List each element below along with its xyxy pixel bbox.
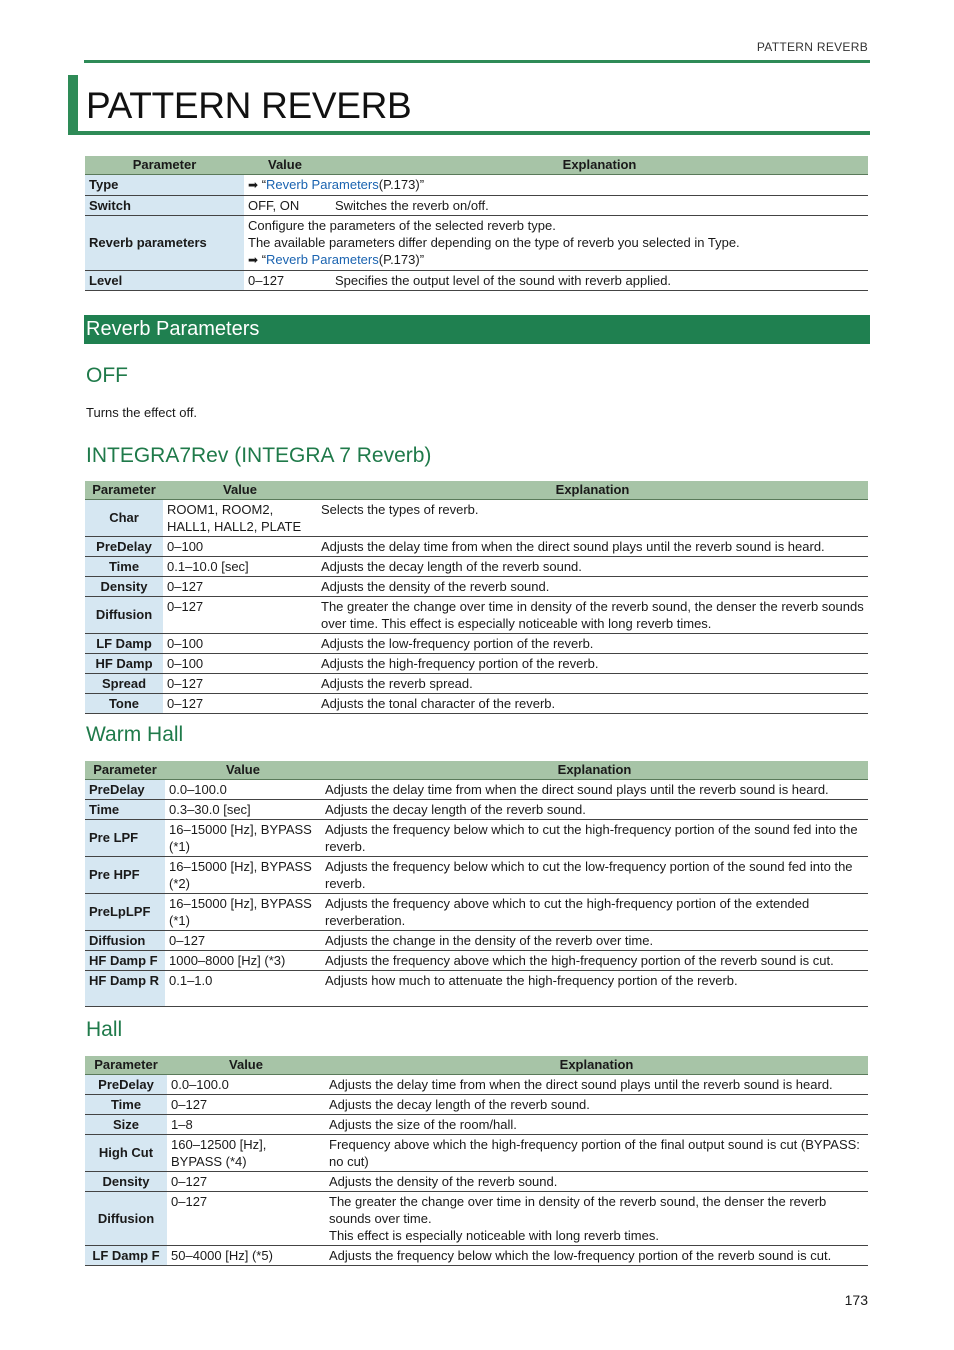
param-value: 0–100 bbox=[163, 653, 317, 673]
title-accent-bar bbox=[68, 75, 78, 135]
main-parameter-table bbox=[85, 156, 868, 291]
page-number: 173 bbox=[844, 1292, 868, 1308]
param-name: LF Damp bbox=[85, 633, 163, 653]
param-explanation: Adjusts the delay time from when the direct sound plays until the reverb sound is heard. bbox=[325, 1074, 868, 1094]
param-name: Time bbox=[85, 1094, 167, 1114]
param-name: Reverb parameters bbox=[85, 215, 244, 270]
param-name: Spread bbox=[85, 673, 163, 693]
title-rule bbox=[68, 131, 870, 135]
param-explanation: Specifies the output level of the sound with reverb applied. bbox=[331, 270, 868, 290]
warm-hall-table bbox=[85, 761, 868, 1007]
table-row bbox=[85, 1171, 868, 1191]
page-title-block bbox=[68, 75, 870, 135]
header-explanation: Explanation bbox=[331, 156, 868, 174]
explanation-line: The available parameters differ depending on the type of reverb you selected in Type. bbox=[248, 234, 740, 250]
param-explanation: Adjusts the low-frequency portion of the reverb. bbox=[317, 633, 868, 653]
integra-reverb-table bbox=[85, 481, 868, 714]
param-explanation: Adjusts the frequency below which to cut the low-frequency portion of the sound fed into the reverb. bbox=[321, 856, 868, 893]
param-name: Diffusion bbox=[85, 596, 163, 633]
param-value: 0–127 bbox=[167, 1171, 325, 1191]
param-value: 16–15000 [Hz], BYPASS (*1) bbox=[165, 819, 321, 856]
table-row bbox=[85, 970, 868, 1006]
param-name: HF Damp R bbox=[85, 970, 165, 1006]
param-explanation: Adjusts the decay length of the reverb sound. bbox=[317, 556, 868, 576]
param-explanation: Adjusts the delay time from when the direct sound plays until the reverb sound is heard. bbox=[321, 779, 868, 799]
param-name: Pre LPF bbox=[85, 819, 165, 856]
table-row bbox=[85, 1094, 868, 1114]
param-explanation: Frequency above which the high-frequency portion of the final output sound is cut (BYPASS: no cut) bbox=[325, 1134, 868, 1171]
param-name: Char bbox=[85, 499, 163, 536]
table-row bbox=[85, 215, 868, 270]
param-value: 0–127 bbox=[163, 576, 317, 596]
param-value: 0–127 bbox=[244, 270, 331, 290]
param-value: 0–100 bbox=[163, 633, 317, 653]
table-row bbox=[85, 930, 868, 950]
reverb-parameters-link[interactable]: Reverb Parameters bbox=[266, 176, 379, 192]
param-name: HF Damp F bbox=[85, 950, 165, 970]
table-row bbox=[85, 576, 868, 596]
param-value: 0–127 bbox=[165, 930, 321, 950]
reverb-parameters-link[interactable]: Reverb Parameters bbox=[266, 251, 379, 267]
table-row bbox=[85, 856, 868, 893]
param-value: 160–12500 [Hz], BYPASS (*4) bbox=[167, 1134, 325, 1171]
table-row bbox=[85, 799, 868, 819]
header-value: Value bbox=[163, 481, 317, 499]
page-reference: (P.173)” bbox=[378, 176, 425, 192]
header-parameter: Parameter bbox=[85, 481, 163, 499]
param-name: Density bbox=[85, 1171, 167, 1191]
param-value: 0.3–30.0 [sec] bbox=[165, 799, 321, 819]
table-header-row bbox=[85, 481, 868, 499]
table-row bbox=[85, 536, 868, 556]
param-value bbox=[244, 174, 868, 195]
explanation-line: The greater the change over time in density of the reverb sound, the denser the reverb sounds over time. bbox=[329, 1193, 827, 1226]
param-name: Diffusion bbox=[85, 1191, 167, 1245]
table-row bbox=[85, 950, 868, 970]
param-name: HF Damp bbox=[85, 653, 163, 673]
param-explanation: Switches the reverb on/off. bbox=[331, 195, 868, 215]
param-value: 50–4000 [Hz] (*5) bbox=[167, 1245, 325, 1265]
param-name: Pre HPF bbox=[85, 856, 165, 893]
table-row bbox=[85, 1134, 868, 1171]
arrow-right-icon: ➡ bbox=[248, 177, 259, 192]
table-header-row bbox=[85, 761, 868, 779]
table-row bbox=[85, 596, 868, 633]
param-name: Type bbox=[85, 174, 244, 195]
param-value: 0–127 bbox=[167, 1094, 325, 1114]
param-explanation: Adjusts the high-frequency portion of the reverb. bbox=[317, 653, 868, 673]
table-row bbox=[85, 556, 868, 576]
param-explanation: Adjusts the delay time from when the direct sound plays until the reverb sound is heard. bbox=[317, 536, 868, 556]
param-explanation: Adjusts the density of the reverb sound. bbox=[317, 576, 868, 596]
param-name: LF Damp F bbox=[85, 1245, 167, 1265]
header-explanation: Explanation bbox=[317, 481, 868, 499]
table-row bbox=[85, 1074, 868, 1094]
param-explanation: Adjusts the density of the reverb sound. bbox=[325, 1171, 868, 1191]
page-reference: (P.173)” bbox=[378, 251, 425, 267]
param-explanation bbox=[244, 215, 868, 270]
table-header-row bbox=[85, 156, 868, 174]
running-header: PATTERN REVERB bbox=[756, 40, 868, 54]
param-explanation: Selects the types of reverb. bbox=[317, 499, 868, 536]
subsection-title-warm-hall: Warm Hall bbox=[86, 723, 184, 746]
param-explanation: Adjusts the frequency above which the high-frequency portion of the reverb sound is cut. bbox=[321, 950, 868, 970]
section-heading: Reverb Parameters bbox=[86, 318, 260, 340]
table-row bbox=[85, 1114, 868, 1134]
table-row bbox=[85, 673, 868, 693]
explanation-line: Configure the parameters of the selected reverb type. bbox=[248, 217, 556, 233]
explanation-line: This effect is especially noticeable with long reverb times. bbox=[329, 1227, 659, 1243]
param-explanation: Adjusts the frequency below which the low-frequency portion of the reverb sound is cut. bbox=[325, 1245, 868, 1265]
table-header-row bbox=[85, 1056, 868, 1074]
param-explanation: Adjusts the frequency below which to cut the high-frequency portion of the sound fed into the reverb. bbox=[321, 819, 868, 856]
param-value: 0–127 bbox=[163, 596, 317, 633]
param-name: Switch bbox=[85, 195, 244, 215]
param-explanation: Adjusts the decay length of the reverb sound. bbox=[321, 799, 868, 819]
table-row bbox=[85, 633, 868, 653]
param-name: Time bbox=[85, 799, 165, 819]
param-explanation: The greater the change over time in density of the reverb sound, the denser the reverb sounds over time. This effect is especially noticeable with long reverb times. bbox=[317, 596, 868, 633]
param-value: 16–15000 [Hz], BYPASS (*2) bbox=[165, 856, 321, 893]
param-value: OFF, ON bbox=[244, 195, 331, 215]
param-value: 0.0–100.0 bbox=[165, 779, 321, 799]
header-parameter: Parameter bbox=[85, 761, 165, 779]
explanation-line bbox=[248, 251, 864, 269]
table-row bbox=[85, 195, 868, 215]
param-name: Size bbox=[85, 1114, 167, 1134]
param-name: PreLpLPF bbox=[85, 893, 165, 930]
hall-table bbox=[85, 1056, 868, 1266]
param-explanation: Adjusts the size of the room/hall. bbox=[325, 1114, 868, 1134]
quote-open: “ bbox=[261, 251, 267, 267]
table-row bbox=[85, 893, 868, 930]
table-row bbox=[85, 270, 868, 290]
param-name: PreDelay bbox=[85, 536, 163, 556]
param-name: PreDelay bbox=[85, 1074, 167, 1094]
header-parameter: Parameter bbox=[85, 1056, 167, 1074]
param-name: Time bbox=[85, 556, 163, 576]
subsection-title-off: OFF bbox=[86, 364, 128, 387]
param-value: 0.1–10.0 [sec] bbox=[163, 556, 317, 576]
header-explanation: Explanation bbox=[325, 1056, 868, 1074]
table-row bbox=[85, 819, 868, 856]
table-row bbox=[85, 779, 868, 799]
param-value: 16–15000 [Hz], BYPASS (*1) bbox=[165, 893, 321, 930]
table-row bbox=[85, 174, 868, 195]
arrow-right-icon: ➡ bbox=[248, 252, 259, 267]
param-value: ROOM1, ROOM2, HALL1, HALL2, PLATE bbox=[163, 499, 317, 536]
header-parameter: Parameter bbox=[85, 156, 244, 174]
table-row bbox=[85, 499, 868, 536]
page-title: PATTERN REVERB bbox=[86, 85, 412, 126]
param-explanation: Adjusts how much to attenuate the high-frequency portion of the reverb. bbox=[321, 970, 868, 1006]
section-heading-bar bbox=[84, 315, 870, 344]
header-value: Value bbox=[165, 761, 321, 779]
param-explanation bbox=[325, 1191, 868, 1245]
param-value: 0–127 bbox=[163, 673, 317, 693]
off-description: Turns the effect off. bbox=[86, 405, 198, 420]
header-explanation: Explanation bbox=[321, 761, 868, 779]
param-value: 0–127 bbox=[167, 1191, 325, 1245]
param-explanation: Adjusts the change in the density of the reverb over time. bbox=[321, 930, 868, 950]
param-explanation: Adjusts the reverb spread. bbox=[317, 673, 868, 693]
table-row bbox=[85, 693, 868, 713]
header-rule bbox=[84, 60, 870, 63]
param-value: 0–127 bbox=[163, 693, 317, 713]
param-value: 0.1–1.0 bbox=[165, 970, 321, 1006]
param-explanation: Adjusts the tonal character of the reverb. bbox=[317, 693, 868, 713]
param-explanation: Adjusts the decay length of the reverb sound. bbox=[325, 1094, 868, 1114]
header-value: Value bbox=[167, 1056, 325, 1074]
param-value: 1–8 bbox=[167, 1114, 325, 1134]
param-name: Diffusion bbox=[85, 930, 165, 950]
table-row bbox=[85, 1245, 868, 1265]
param-name: PreDelay bbox=[85, 779, 165, 799]
subsection-title-integra: INTEGRA7Rev (INTEGRA 7 Reverb) bbox=[86, 444, 432, 467]
param-name: Level bbox=[85, 270, 244, 290]
header-value: Value bbox=[244, 156, 331, 174]
param-name: Density bbox=[85, 576, 163, 596]
param-explanation: Adjusts the frequency above which to cut the high-frequency portion of the extended reverberation. bbox=[321, 893, 868, 930]
table-row bbox=[85, 653, 868, 673]
subsection-title-hall: Hall bbox=[86, 1018, 123, 1041]
quote-open: “ bbox=[261, 176, 267, 192]
param-name: Tone bbox=[85, 693, 163, 713]
param-value: 0.0–100.0 bbox=[167, 1074, 325, 1094]
table-row bbox=[85, 1191, 868, 1245]
param-value: 0–100 bbox=[163, 536, 317, 556]
param-name: High Cut bbox=[85, 1134, 167, 1171]
param-value: 1000–8000 [Hz] (*3) bbox=[165, 950, 321, 970]
